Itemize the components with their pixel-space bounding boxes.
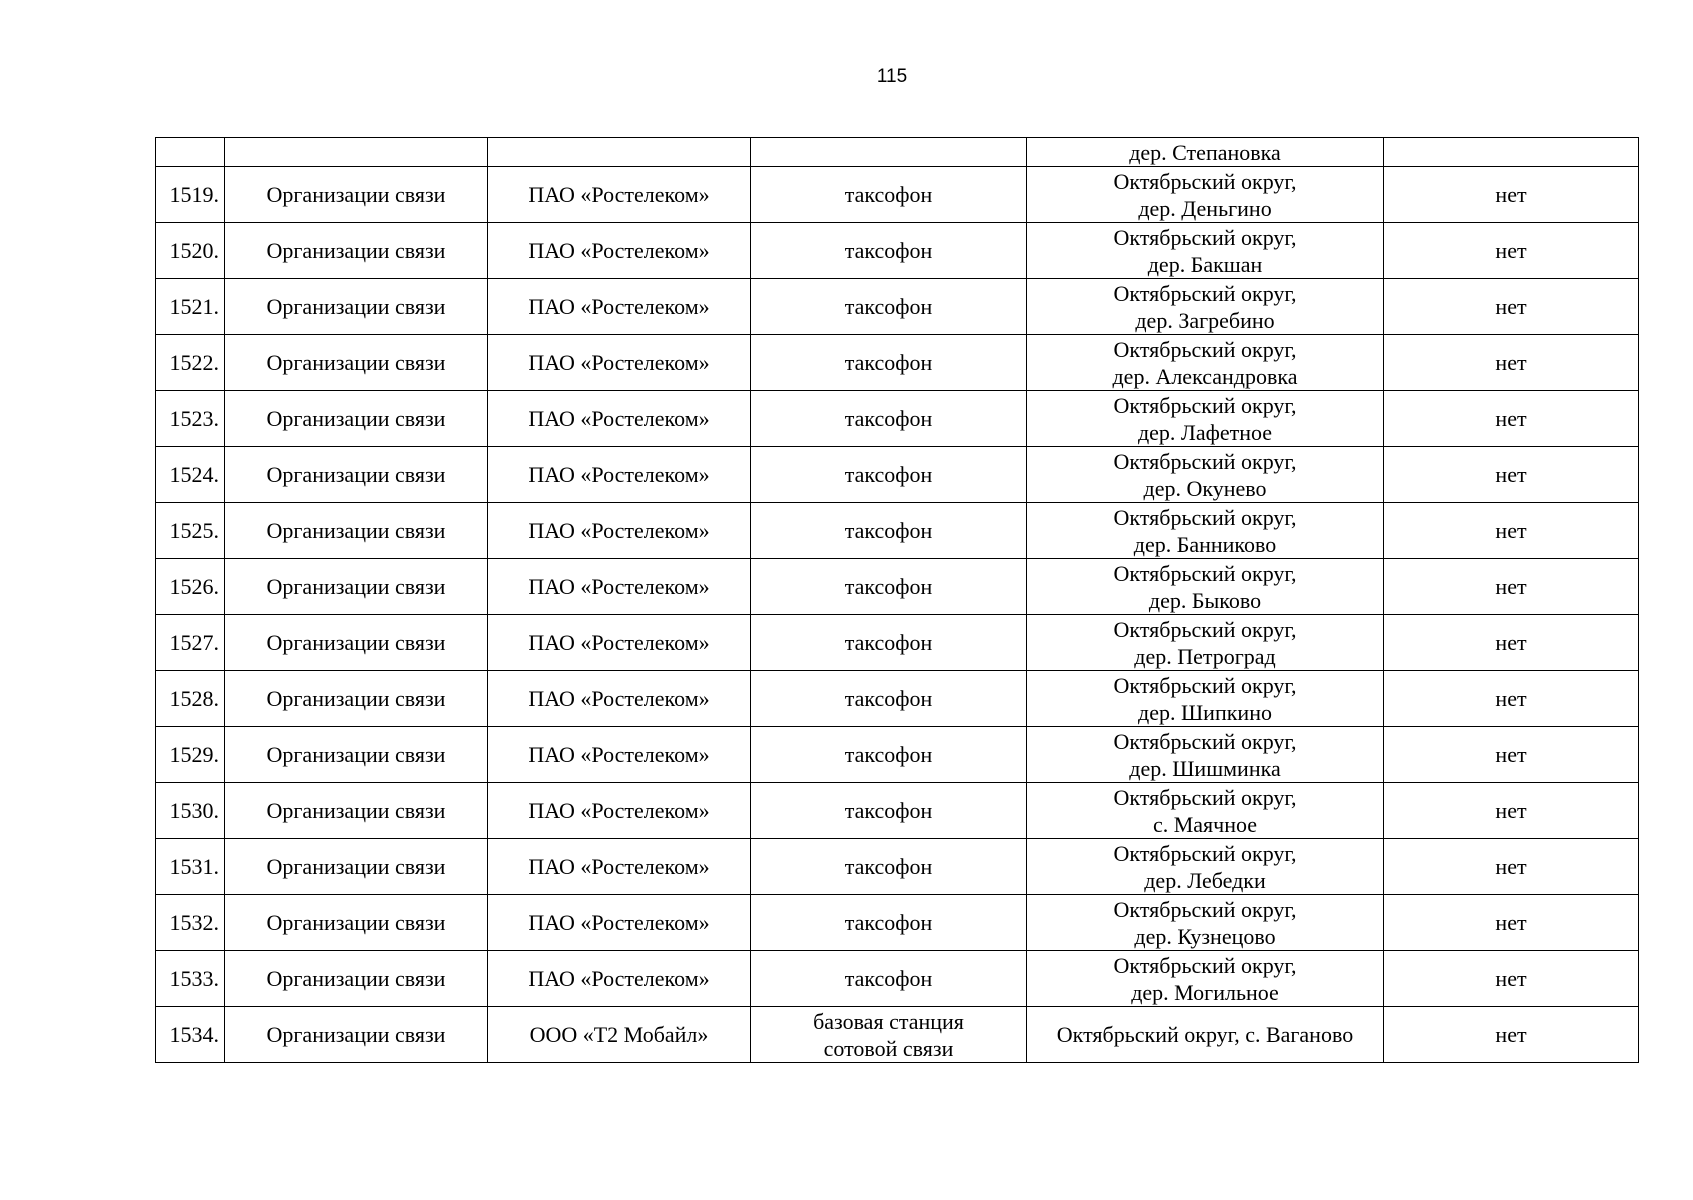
cell-status: нет [1384,895,1639,951]
cell-organization: ПАО «Ростелеком» [488,559,751,615]
object-line: таксофон [844,798,933,823]
table-row [156,335,1639,391]
object-line: базовая станция [813,1008,964,1034]
cell-num: 1533. [156,951,225,1007]
cell-organization: ПАО «Ростелеком» [488,279,751,335]
table-row [156,727,1639,783]
location-line: Октябрьский округ, [1113,840,1297,866]
location-line: дер. Лафетное [1137,419,1273,445]
table-row [156,391,1639,447]
location-line: Октябрьский округ, [1113,168,1297,194]
location-line: Октябрьский округ, [1113,560,1297,586]
cell-num: 1525. [156,503,225,559]
registry-table [155,137,1639,1063]
cell-status: нет [1384,335,1639,391]
cell-num: 1530. [156,783,225,839]
cell-object [751,895,1027,951]
table-row [156,223,1639,279]
cell-location [1027,335,1384,391]
object-line: таксофон [844,854,933,879]
cell-organization: ПАО «Ростелеком» [488,671,751,727]
cell-category: Организации связи [225,839,488,895]
cell-object [751,223,1027,279]
cell-location [1027,391,1384,447]
object-line: таксофон [844,686,933,711]
table-row [156,1007,1639,1063]
table-body [156,138,1639,1063]
location-line: Октябрьский округ, [1113,784,1297,810]
object-line: таксофон [844,350,933,375]
cell-object [751,783,1027,839]
table-row [156,951,1639,1007]
table-row [156,447,1639,503]
location-line: Октябрьский округ, [1113,448,1297,474]
object-line: таксофон [844,294,933,319]
location-line: Октябрьский округ, [1113,616,1297,642]
cell-status: нет [1384,223,1639,279]
object-line: таксофон [844,238,933,263]
cell-object [751,279,1027,335]
cell-num: 1526. [156,559,225,615]
table-row [156,167,1639,223]
table-row [156,615,1639,671]
cell-location [1027,839,1384,895]
table-row [156,895,1639,951]
location-line: дер. Могильное [1131,979,1279,1005]
location-line: Октябрьский округ, [1113,672,1297,698]
location-line: Октябрьский округ, [1113,336,1297,362]
cell-category: Организации связи [225,783,488,839]
cell-num: 1523. [156,391,225,447]
cell-category: Организации связи [225,727,488,783]
cell-organization: ООО «Т2 Мобайл» [488,1007,751,1063]
cell-object [751,167,1027,223]
cell-status: нет [1384,391,1639,447]
cell-num: 1519. [156,167,225,223]
continuation-row [156,138,1639,167]
cell-location: дер. Степановка [1027,138,1384,167]
cell-organization: ПАО «Ростелеком» [488,503,751,559]
cell-organization: ПАО «Ростелеком» [488,727,751,783]
cell-location [1027,167,1384,223]
cell-num: 1522. [156,335,225,391]
cell-num: 1529. [156,727,225,783]
cell-category: Организации связи [225,671,488,727]
cell-category: Организации связи [225,447,488,503]
cell-location [1027,559,1384,615]
location-line: дер. Бакшан [1147,251,1263,277]
location-line: Октябрьский округ, [1113,504,1297,530]
cell-category: Организации связи [225,391,488,447]
object-line: таксофон [844,910,933,935]
cell-organization [488,138,751,167]
location-line: дер. Быково [1148,587,1262,613]
table-row [156,839,1639,895]
cell-category: Организации связи [225,895,488,951]
cell-status: нет [1384,671,1639,727]
cell-object [751,138,1027,167]
cell-category: Организации связи [225,503,488,559]
cell-object [751,839,1027,895]
cell-location [1027,951,1384,1007]
table-row [156,279,1639,335]
object-line: сотовой связи [823,1035,954,1061]
cell-num: 1524. [156,447,225,503]
cell-category [225,138,488,167]
cell-category: Организации связи [225,1007,488,1063]
cell-status: нет [1384,559,1639,615]
location-line: Октябрьский округ, [1113,392,1297,418]
cell-status: нет [1384,1007,1639,1063]
cell-object [751,951,1027,1007]
cell-status [1384,138,1639,167]
cell-location [1027,503,1384,559]
location-line: дер. Деньгино [1138,195,1272,221]
cell-location [1027,783,1384,839]
location-line: дер. Лебедки [1144,867,1266,893]
location-line: Октябрьский округ, [1113,896,1297,922]
object-line: таксофон [844,966,933,991]
cell-num: 1520. [156,223,225,279]
location-line: дер. Шипкино [1138,699,1272,725]
object-line: таксофон [844,518,933,543]
location-line: Октябрьский округ, [1113,224,1297,250]
cell-location [1027,223,1384,279]
cell-organization: ПАО «Ростелеком» [488,167,751,223]
cell-status: нет [1384,279,1639,335]
cell-num: 1527. [156,615,225,671]
cell-organization: ПАО «Ростелеком» [488,335,751,391]
cell-organization: ПАО «Ростелеком» [488,839,751,895]
cell-status: нет [1384,447,1639,503]
cell-status: нет [1384,615,1639,671]
cell-location [1027,895,1384,951]
cell-status: нет [1384,167,1639,223]
cell-status: нет [1384,839,1639,895]
location-line: дер. Загребино [1135,307,1275,333]
cell-organization: ПАО «Ростелеком» [488,223,751,279]
location-line: дер. Окунево [1143,475,1267,501]
cell-num: 1532. [156,895,225,951]
cell-category: Организации связи [225,223,488,279]
cell-organization: ПАО «Ростелеком» [488,615,751,671]
cell-object [751,615,1027,671]
cell-num: 1521. [156,279,225,335]
object-line: таксофон [844,742,933,767]
location-line: дер. Александровка [1112,363,1298,389]
location-line: Октябрьский округ, [1113,952,1297,978]
location-line: Октябрьский округ, [1113,280,1297,306]
cell-location [1027,727,1384,783]
cell-num [156,138,225,167]
cell-object [751,447,1027,503]
location-line: дер. Шишминка [1129,755,1281,781]
cell-category: Организации связи [225,167,488,223]
cell-location [1027,1007,1384,1063]
object-line: таксофон [844,630,933,655]
cell-num: 1534. [156,1007,225,1063]
cell-object [751,671,1027,727]
cell-object [751,559,1027,615]
cell-object [751,503,1027,559]
object-line: таксофон [844,574,933,599]
cell-object [751,335,1027,391]
page-number: 115 [876,66,908,87]
cell-num: 1528. [156,671,225,727]
cell-status: нет [1384,783,1639,839]
cell-organization: ПАО «Ростелеком» [488,391,751,447]
table-row [156,783,1639,839]
cell-status: нет [1384,951,1639,1007]
object-line: таксофон [844,182,933,207]
location-line: дер. Петроград [1134,643,1276,669]
cell-status: нет [1384,503,1639,559]
cell-location [1027,279,1384,335]
cell-category: Организации связи [225,951,488,1007]
cell-category: Организации связи [225,335,488,391]
table-row [156,671,1639,727]
cell-location [1027,447,1384,503]
cell-object [751,727,1027,783]
cell-object [751,391,1027,447]
cell-organization: ПАО «Ростелеком» [488,783,751,839]
cell-organization: ПАО «Ростелеком» [488,447,751,503]
object-line: таксофон [844,462,933,487]
cell-location [1027,615,1384,671]
table-row [156,559,1639,615]
location-line: дер. Банниково [1133,531,1277,557]
cell-location [1027,671,1384,727]
cell-num: 1531. [156,839,225,895]
cell-category: Организации связи [225,615,488,671]
location-line: Октябрьский округ, с. Ваганово [1056,1022,1354,1047]
table-row [156,503,1639,559]
cell-category: Организации связи [225,279,488,335]
cell-status: нет [1384,727,1639,783]
object-line: таксофон [844,406,933,431]
cell-object [751,1007,1027,1063]
location-line: Октябрьский округ, [1113,728,1297,754]
location-line: с. Маячное [1152,811,1258,837]
cell-organization: ПАО «Ростелеком» [488,895,751,951]
cell-category: Организации связи [225,559,488,615]
cell-organization: ПАО «Ростелеком» [488,951,751,1007]
location-line: дер. Кузнецово [1134,923,1276,949]
